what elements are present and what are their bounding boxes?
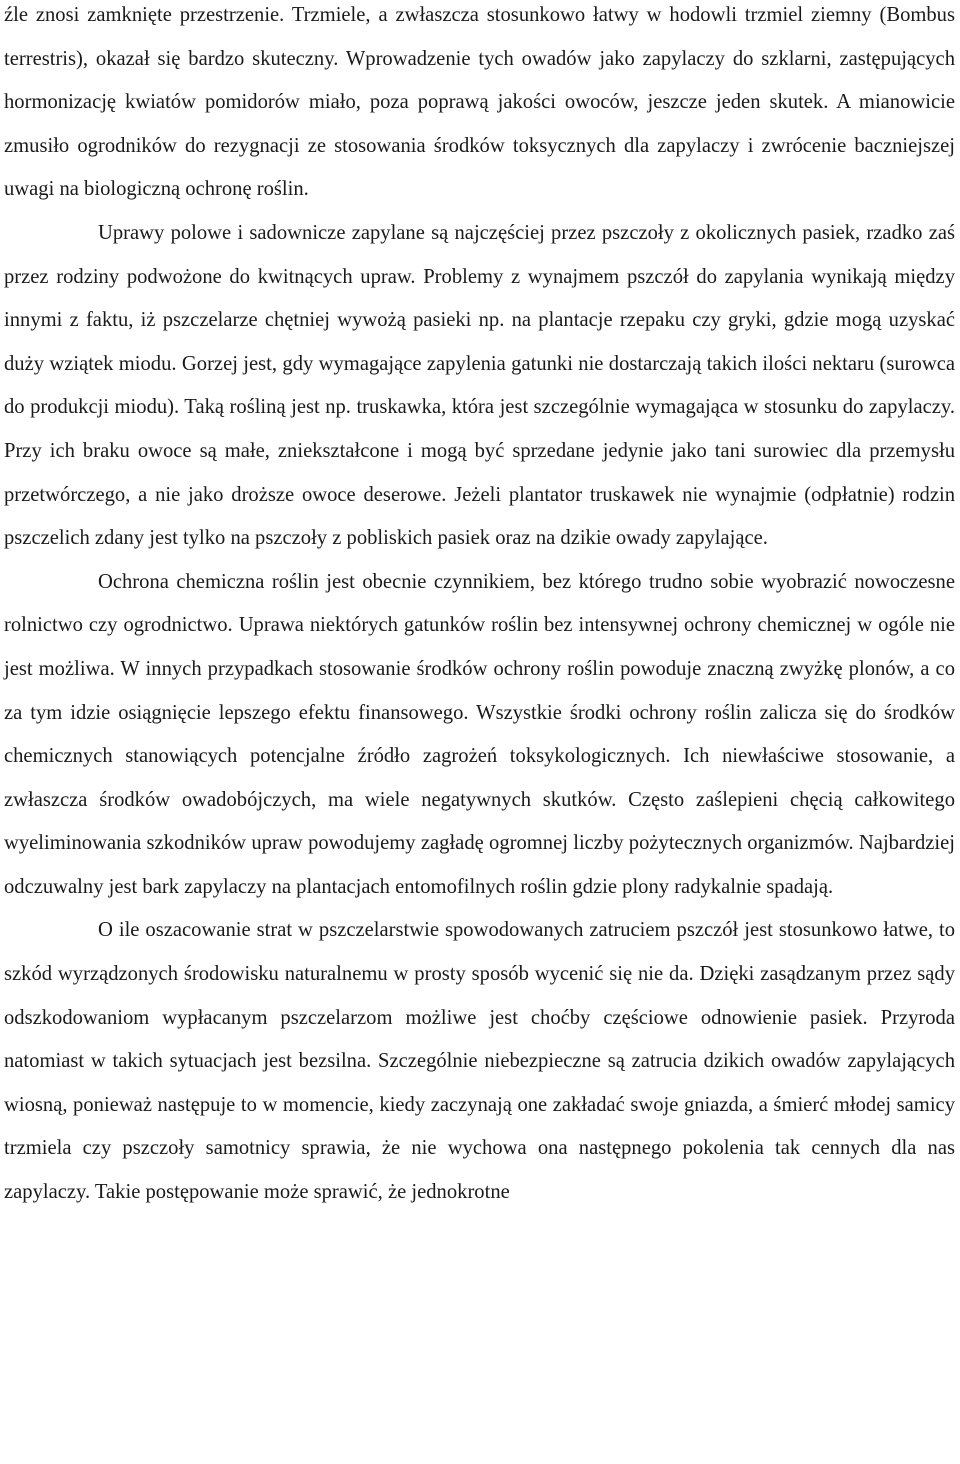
paragraph-field-crops-pollination: Uprawy polowe i sadownicze zapylane są najczęściej przez pszczoły z okolicznych pasiek, rzadko zaś przez rodziny podwożone do kwitnących upraw. Problemy z wynajmem pszczół do zapylania wynikają między innymi z faktu, iż pszczelarze chętniej wywożą pasieki np. na plantacje rzepaku czy gryki, gdzie mogą uzyskać duży wziątek miodu. Gorzej jest, gdy wymagające zapylenia gatunki nie dostarczają takich ilości nektaru (surowca do produkcji miodu). Taką rośliną jest np. truskawka, która jest szczególnie wymagająca w stosunku do zapylaczy. Przy ich braku owoce są małe, zniekształcone i mogą być sprzedane jedynie jako tani surowiec dla przemysłu przetwórczego, a nie jako droższe owoce deserowe. Jeżeli plantator truskawek nie wynajmie (odpłatnie) rodzin pszczelich zdany jest tylko na pszczoły z pobliskich pasiek oraz na dzikie owady zapylające. <box>4 221 955 550</box>
document-page <box>4 0 955 1215</box>
paragraph-chemical-protection: Ochrona chemiczna roślin jest obecnie czynnikiem, bez którego trudno sobie wyobrazić nowoczesne rolnictwo czy ogrodnictwo. Uprawa niektórych gatunków roślin bez intensywnej ochrony chemicznej w ogóle nie jest możliwa. W innych przypadkach stosowanie środków ochrony roślin powoduje znaczną zwyżkę plonów, a co za tym idzie osiągnięcie lepszego efektu finansowego. Wszystkie środki ochrony roślin zalicza się do środków chemicznych stanowiących potencjalne źródło zagrożeń toksykologicznych. Ich niewłaściwe stosowanie, a zwłaszcza środków owadobójczych, ma wiele negatywnych skutków. Często zaślepieni chęcią całkowitego wyeliminowania szkodników upraw powodujemy zagładę ogromnej liczby pożytecznych organizmów. Najbardziej odczuwalny jest bark zapylaczy na plantacjach entomofilnych roślin gdzie plony radykalnie spadają. <box>4 570 955 898</box>
paragraph-greenhouse-bumblebees: źle znosi zamknięte przestrzenie. Trzmiele, a zwłaszcza stosunkowo łatwy w hodowli trzmiel ziemny (Bombus terrestris), okazał się bardzo skuteczny. Wprowadzenie tych owadów jako zapylaczy do szklarni, zastępujących hormonizację kwiatów pomidorów miało, poza poprawą jakości owoców, jeszcze jeden skutek. A mianowicie zmusiło ogrodników do rezygnacji ze stosowania środków toksycznych dla zapylaczy i zwrócenie baczniejszej uwagi na biologiczną ochronę roślin. <box>4 4 955 201</box>
paragraph-environmental-damage: O ile oszacowanie strat w pszczelarstwie spowodowanych zatruciem pszczół jest stosunkowo łatwe, to szkód wyrządzonych środowisku naturalnemu w prosty sposób wycenić się nie da. Dzięki zasądzanym przez sądy odszkodowaniom wypłacanym pszczelarzom możliwe jest choćby częściowe odnowienie pasiek. Przyroda natomiast w takich sytuacjach jest bezsilna. Szczególnie niebezpieczne są zatrucia dzikich owadów zapylających wiosną, ponieważ następuje to w momencie, kiedy zaczynają one zakładać swoje gniazda, a śmierć młodej samicy trzmiela czy pszczoły samotnicy sprawia, że nie wychowa ona następnego pokolenia tak cennych dla nas zapylaczy. Takie postępowanie może sprawić, że jednokrotne <box>4 919 955 1204</box>
